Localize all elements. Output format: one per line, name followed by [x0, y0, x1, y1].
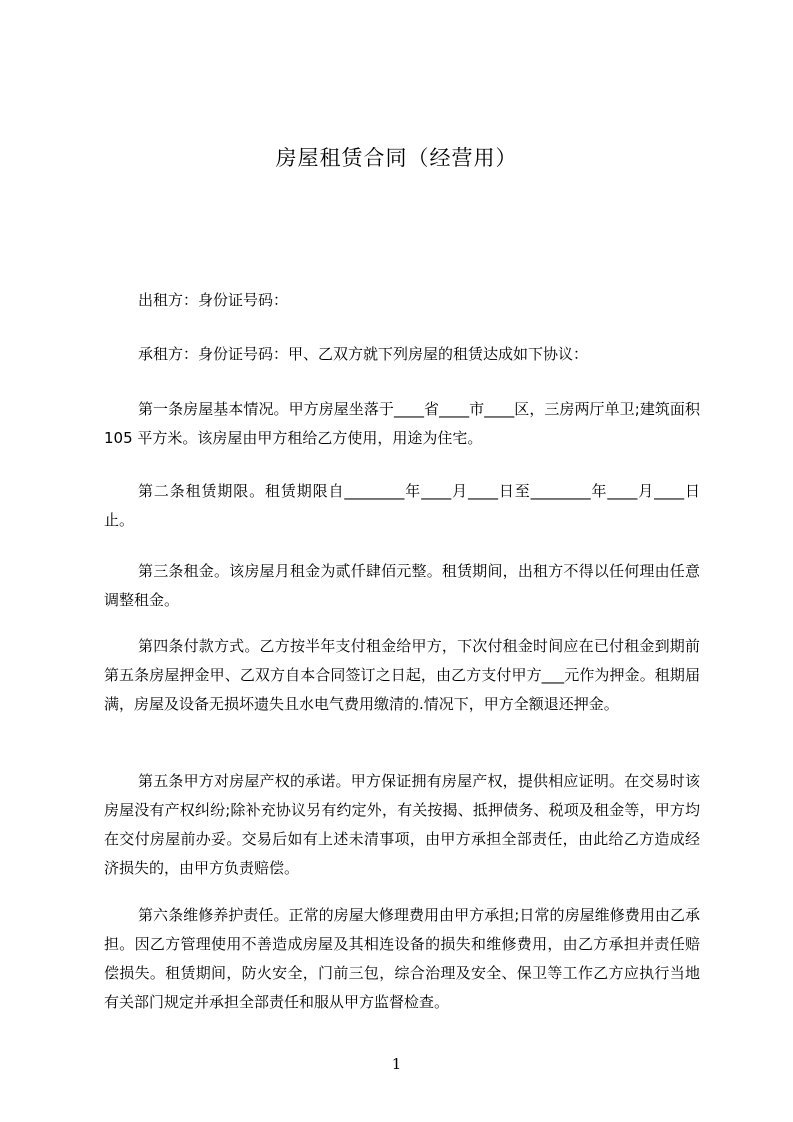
paragraph-article-5-ownership: 第五条甲方对房屋产权的承诺。甲方保证拥有房屋产权，提供相应证明。在交易时该房屋没有产权纠纷;除补充协议另有约定外，有关按揭、抵押债务、税项及租金等，甲方均在交付房屋前办妥。交易后如有上述未清事项，由甲方承担全部责任，由此给乙方造成经济损失的，由甲方负责赔偿。 [104, 772, 700, 877]
page-number: 1 [391, 1055, 402, 1073]
paragraph-lessee: 承租方：身份证号码：甲、乙双方就下列房屋的租赁达成如下协议： [138, 345, 589, 363]
paragraph-lessor: 出租方：身份证号码： [138, 291, 289, 309]
paragraph-article-4-payment: 第四条付款方式。乙方按半年支付租金给甲方，下次付租金时间应在已付租金到期前第五条房屋押金甲、乙双方自本合同签订之日起，由乙方支付甲方___元作为押金。租期届满，房屋及设备无损坏遗失且水电气费用缴清的.情况下，甲方全额退还押金。 [104, 637, 700, 713]
paragraph-article-6-maintenance: 第六条维修养护责任。正常的房屋大修理费用由甲方承担;日常的房屋维修费用由乙承担。因乙方管理使用不善造成房屋及其相连设备的损失和维修费用，由乙方承担并责任赔偿损失。租赁期间，防火安全，门前三包，综合治理及安全、保卫等工作乙方应执行当地有关部门规定并承担全部责任和服从甲方监督检查。 [104, 906, 700, 1011]
paragraph-article-2-term: 第二条租赁期限。租赁期限自________年____月____日至________年____月____日止。 [104, 482, 700, 529]
paragraph-article-3-rent: 第三条租金。该房屋月租金为贰仟肆佰元整。租赁期间，出租方不得以任何理由任意调整租金。 [104, 562, 700, 609]
paragraph-article-1-property: 第一条房屋基本情况。甲方房屋坐落于____省____市____区，三房两厅单卫;建筑面积 105 平方米。该房屋由甲方租给乙方使用，用途为住宅。 [104, 400, 700, 447]
page-title: 房屋租赁合同（经营用） [275, 146, 518, 170]
